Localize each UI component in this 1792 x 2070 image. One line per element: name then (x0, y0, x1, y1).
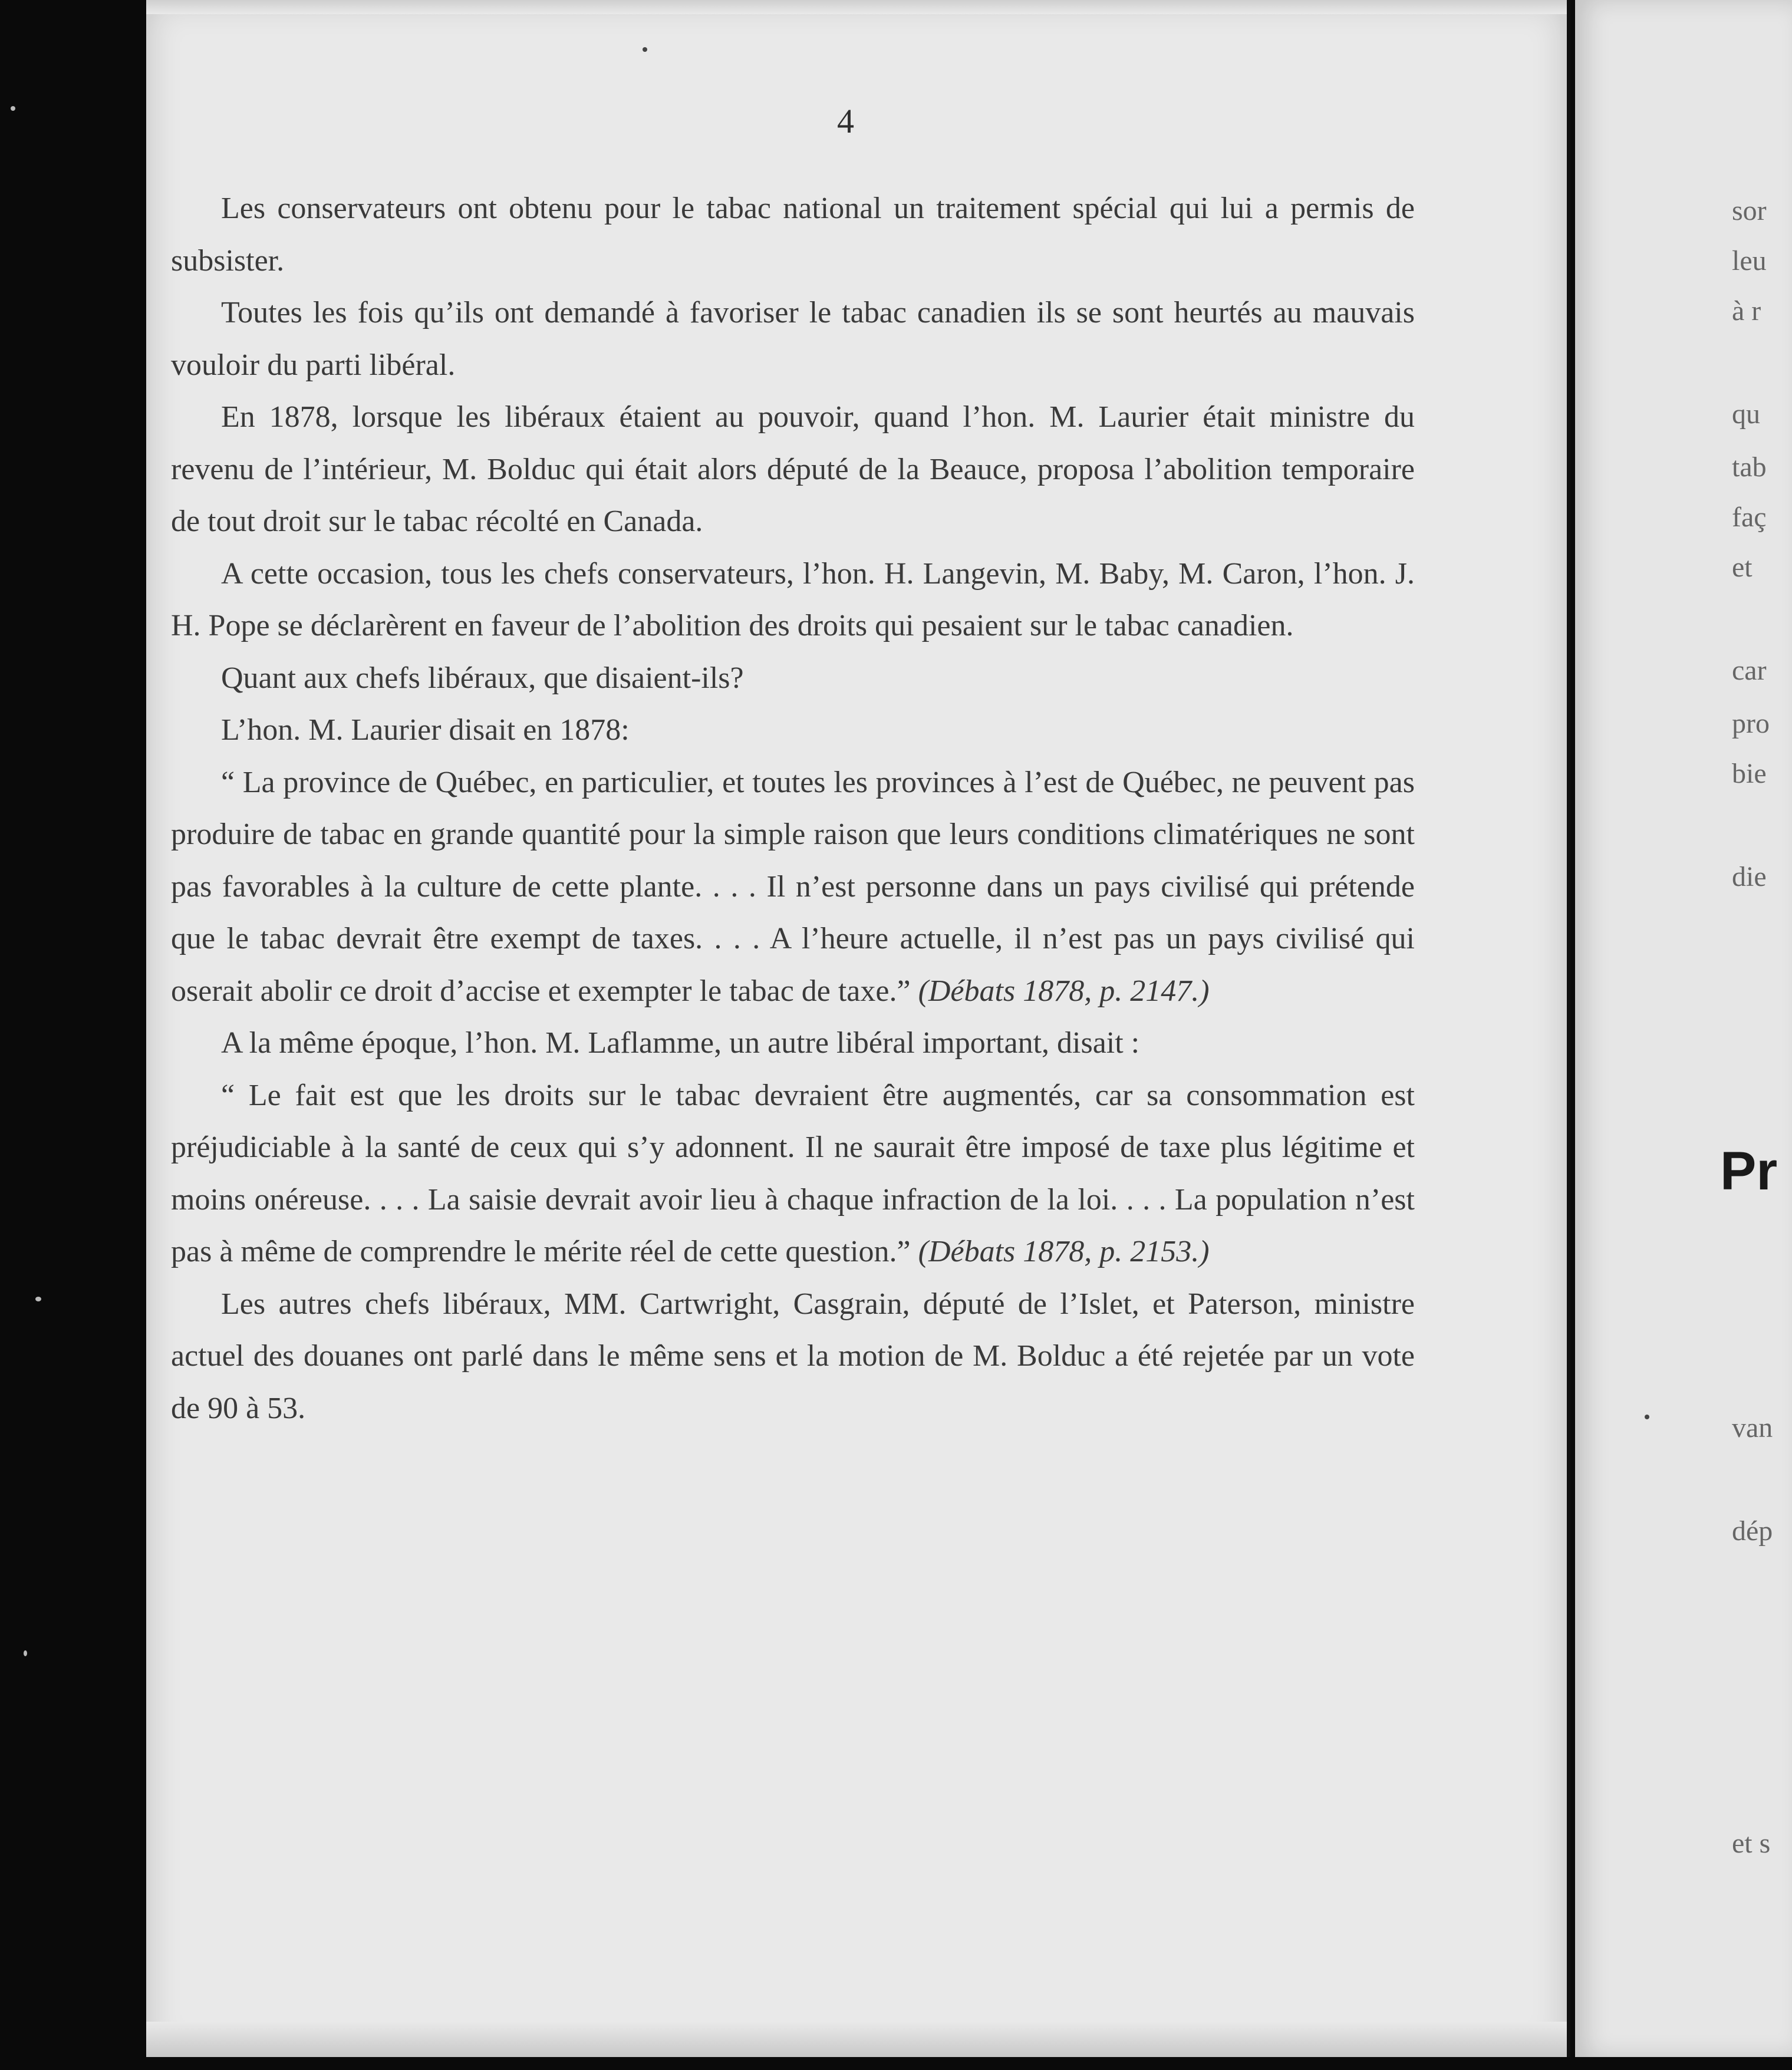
page-body (171, 94, 1415, 1435)
citation: (Débats 1878, p. 2147.) (918, 974, 1210, 1008)
paragraph: Les autres chefs libéraux, MM. Cartwright, Casgrain, député de l’Islet, et Paterson, ministre actuel des douanes ont parlé dans le même sens et la motion de M. Bolduc a été rejetée par un vote de 90 à 53. (171, 1287, 1415, 1425)
adjacent-fragment: qu (1732, 398, 1760, 430)
scan-speck (24, 1650, 27, 1656)
quote-paragraph (171, 1070, 1415, 1278)
adjacent-fragment: car (1732, 655, 1767, 686)
adjacent-fragment: van (1732, 1412, 1773, 1443)
paragraph: En 1878, lorsque les libéraux étaient au pouvoir, quand l’hon. M. Laurier était ministre du revenu de l’intérieur, M. Bolduc qui était alors député de la Beauce, proposa l’abolition temporaire de tout droit sur le tabac récolté en Canada. (171, 400, 1415, 538)
page-number: 4 (837, 102, 854, 140)
paragraph: Quant aux chefs libéraux, que disaient-ils? (221, 661, 744, 695)
adjacent-fragment: à r (1732, 295, 1761, 327)
adjacent-fragment: leu (1732, 245, 1767, 276)
paragraph: L’hon. M. Laurier disait en 1878: (221, 713, 630, 747)
adjacent-fragment: die (1732, 861, 1767, 892)
adjacent-fragment: et s (1732, 1828, 1771, 1859)
adjacent-heading: Pr (1720, 1141, 1778, 1201)
citation: (Débats 1878, p. 2153.) (918, 1235, 1210, 1268)
scan-speck (35, 1297, 41, 1301)
page-bottom-edge (146, 2022, 1567, 2057)
quote-paragraph (171, 757, 1415, 1018)
adjacent-fragment: pro (1732, 708, 1770, 739)
paragraph: Les conservateurs ont obtenu pour le tabac national un traitement spécial qui lui a permis de subsister. (171, 192, 1415, 278)
adjacent-fragment: faç (1732, 502, 1767, 533)
scan-speck (11, 106, 15, 111)
page-top-edge (146, 0, 1567, 14)
paragraph: Toutes les fois qu’ils ont demandé à favoriser le tabac canadien ils se sont heurtés au mauvais vouloir du parti libéral. (171, 296, 1415, 382)
adjacent-fragment: dép (1732, 1515, 1773, 1547)
scan-speck (643, 47, 647, 52)
quote-text: “ Le fait est que les droits sur le tabac devraient être augmentés, car sa consommation est préjudiciable à la santé de ceux qui s’y adonnent. Il ne saurait être imposé de taxe plus légitime et moins onéreuse. . . . La saisie devrait avoir lieu à chaque infraction de la loi. . . . La population n’est pas à même de comprendre le mérite réel de cette question.” (171, 1078, 1415, 1268)
quote-text: “ La province de Québec, en particulier, et toutes les provinces à l’est de Québec, ne peuvent pas produire de tabac en grande quantité pour la simple raison que leurs conditions climatériques ne sont pas favorables à la culture de cette plante. . . . Il n’est personne dans un pays civilisé qui prétende que le tabac devrait être exempt de taxes. . . . A l’heure actuelle, il n’est pas un pays civilisé qui oserait abolir ce droit d’accise et exempter le tabac de taxe.” (171, 765, 1415, 1008)
adjacent-fragment: sor (1732, 195, 1767, 226)
paragraph: A cette occasion, tous les chefs conservateurs, l’hon. H. Langevin, M. Baby, M. Caron, l’hon. J. H. Pope se déclarèrent en faveur de l’abolition des droits qui pesaient sur le tabac canadien. (171, 556, 1415, 642)
adjacent-fragment: bie (1732, 758, 1767, 789)
scan-speck (1645, 1415, 1649, 1419)
adjacent-fragment: tab (1732, 451, 1767, 483)
adjacent-fragment: et (1732, 552, 1753, 583)
paragraph: A la même époque, l’hon. M. Laflamme, un autre libéral important, disait : (221, 1026, 1140, 1060)
